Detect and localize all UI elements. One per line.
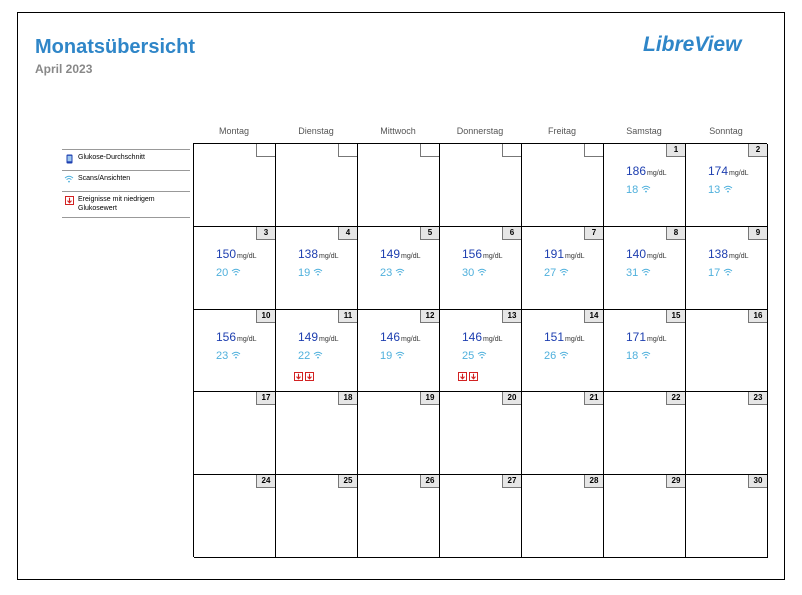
glucose-average: [380, 247, 421, 261]
scan-value: 20: [216, 266, 229, 279]
day-number: 17: [256, 392, 275, 405]
scan-value: 22: [298, 349, 311, 362]
glucose-value: 150: [216, 246, 237, 261]
glucose-average: [216, 330, 257, 344]
wifi-icon: [392, 350, 405, 362]
calendar-day-cell: [440, 144, 522, 227]
scan-count: [462, 350, 487, 362]
legend: [62, 149, 190, 218]
scan-value: 27: [544, 266, 557, 279]
glucose-unit: mg/dL: [401, 335, 421, 343]
calendar-day-cell: [522, 227, 604, 310]
wifi-icon: [228, 350, 241, 362]
day-number: 3: [256, 227, 275, 240]
day-number: [338, 144, 357, 157]
brand-logo: LibreView: [643, 33, 742, 56]
low-glucose-arrow-icon: [458, 368, 469, 386]
glucose-average: [462, 247, 503, 261]
scan-count: [380, 350, 405, 362]
calendar-day-cell: [686, 227, 768, 310]
weekday-header: [193, 126, 767, 136]
calendar-day-cell: [686, 475, 768, 558]
glucose-average: [544, 330, 585, 344]
wifi-icon: [720, 184, 733, 196]
glucose-value: 174: [708, 164, 729, 178]
glucose-average: [216, 247, 257, 261]
day-number: [502, 144, 521, 157]
glucose-unit: mg/dL: [483, 252, 503, 260]
wifi-icon: [228, 267, 241, 279]
glucose-unit: mg/dL: [401, 252, 421, 260]
glucose-value: 146: [380, 329, 401, 344]
glucose-average: [462, 330, 503, 344]
glucose-value: 156: [216, 329, 237, 344]
day-number: 25: [338, 475, 357, 488]
scan-count: [626, 267, 651, 279]
day-number: 15: [666, 310, 685, 323]
day-number: 10: [256, 310, 275, 323]
glucose-average: [298, 247, 339, 261]
calendar-day-cell: [604, 310, 686, 393]
scan-value: 18: [626, 184, 639, 196]
glucose-unit: mg/dL: [647, 252, 667, 260]
calendar-day-cell: [440, 475, 522, 558]
legend-label: Ereignisse mit niedrigem Glukosewert: [78, 196, 155, 212]
day-number: 24: [256, 475, 275, 488]
scan-value: 19: [298, 266, 311, 279]
calendar-day-cell: [276, 310, 358, 393]
calendar-day-cell: [604, 475, 686, 558]
glucose-unit: mg/dL: [729, 170, 749, 177]
glucose-value: 156: [462, 246, 483, 261]
day-number: 30: [748, 475, 767, 488]
scan-count: [298, 350, 323, 362]
low-glucose-arrow-icon: [294, 368, 305, 386]
low-glucose-arrow-icon: [62, 196, 76, 205]
day-number: [256, 144, 275, 157]
low-glucose-arrow-icon: [469, 368, 480, 386]
calendar-day-cell: [686, 144, 768, 227]
glucose-value: 149: [298, 329, 319, 344]
weekday-wednesday: Mittwoch: [380, 126, 416, 136]
wifi-icon: [638, 267, 651, 279]
glucose-value: 146: [462, 329, 483, 344]
glucose-average: [626, 247, 667, 261]
low-events: [294, 368, 316, 386]
glucose-value: 138: [298, 246, 319, 261]
calendar-day-cell: [358, 144, 440, 227]
wifi-icon: [62, 175, 76, 183]
legend-label: Scans/Ansichten: [78, 175, 131, 182]
day-number: 21: [584, 392, 603, 405]
glucose-average: [380, 330, 421, 344]
scan-count: [626, 184, 651, 196]
glucose-value: 140: [626, 246, 647, 261]
calendar-day-cell: [276, 475, 358, 558]
glucose-unit: mg/dL: [647, 170, 667, 177]
day-number: 20: [502, 392, 521, 405]
weekday-monday: Montag: [218, 126, 250, 136]
scan-count: [462, 267, 487, 279]
scan-value: 13: [708, 184, 721, 196]
glucose-unit: mg/dL: [565, 335, 585, 343]
day-number: 18: [338, 392, 357, 405]
wifi-icon: [310, 350, 323, 362]
calendar-day-cell: [358, 310, 440, 393]
wifi-icon: [474, 350, 487, 362]
calendar-day-cell: [194, 144, 276, 227]
calendar-day-cell: [686, 392, 768, 475]
calendar-day-cell: [604, 392, 686, 475]
wifi-icon: [556, 350, 569, 362]
wifi-icon: [474, 267, 487, 279]
scan-count: [216, 267, 241, 279]
calendar-day-cell: [194, 310, 276, 393]
calendar-day-cell: [604, 144, 686, 227]
glucose-unit: mg/dL: [565, 252, 585, 260]
calendar-day-cell: [522, 310, 604, 393]
weekday-sunday: Sonntag: [709, 126, 743, 136]
weekday-saturday: Samstag: [626, 126, 662, 136]
legend-item-glucose: [62, 149, 190, 170]
glucose-unit: mg/dL: [319, 252, 339, 260]
day-number: 6: [502, 227, 521, 240]
glucose-value: 151: [544, 329, 565, 344]
day-number: [584, 144, 603, 157]
legend-item-low-events: [62, 191, 190, 218]
day-number: 13: [502, 310, 521, 323]
calendar-day-cell: [522, 144, 604, 227]
scan-value: 30: [462, 266, 475, 279]
calendar-day-cell: [194, 227, 276, 310]
day-number: 19: [420, 392, 439, 405]
wifi-icon: [638, 184, 651, 196]
low-events: [458, 368, 480, 386]
day-number: 1: [666, 144, 685, 157]
glucose-average: [298, 330, 339, 344]
glucose-average: [708, 164, 749, 178]
scan-count: [626, 350, 651, 362]
day-number: 29: [666, 475, 685, 488]
calendar-day-cell: [604, 227, 686, 310]
calendar-day-cell: [358, 227, 440, 310]
glucose-value: 191: [544, 246, 565, 261]
legend-label: Glukose-Durchschnitt: [78, 154, 145, 161]
glucose-value: 138: [708, 246, 729, 261]
glucose-average: [626, 330, 667, 344]
low-glucose-arrow-icon: [305, 368, 316, 386]
glucose-unit: mg/dL: [237, 335, 257, 343]
day-number: 8: [666, 227, 685, 240]
scan-count: [708, 184, 733, 196]
glucose-average: [626, 164, 667, 178]
calendar-day-cell: [276, 144, 358, 227]
wifi-icon: [392, 267, 405, 279]
day-number: 7: [584, 227, 603, 240]
scan-value: 31: [626, 266, 639, 279]
calendar-day-cell: [194, 392, 276, 475]
glucose-unit: mg/dL: [237, 252, 257, 260]
scan-count: [380, 267, 405, 279]
calendar-day-cell: [358, 392, 440, 475]
calendar-day-cell: [276, 392, 358, 475]
scan-value: 18: [626, 349, 639, 362]
day-number: 27: [502, 475, 521, 488]
phone-icon: [62, 154, 76, 164]
day-number: 2: [748, 144, 767, 157]
legend-item-scans: [62, 170, 190, 191]
scan-value: 26: [544, 349, 557, 362]
day-number: 11: [338, 310, 357, 323]
glucose-unit: mg/dL: [483, 335, 503, 343]
wifi-icon: [720, 267, 733, 279]
page-title: Monatsübersicht: [35, 36, 196, 58]
scan-value: 23: [216, 349, 229, 362]
glucose-average: [544, 247, 585, 261]
calendar-day-cell: [440, 227, 522, 310]
scan-value: 17: [708, 266, 721, 279]
calendar-day-cell: [686, 310, 768, 393]
weekday-tuesday: Dienstag: [298, 126, 334, 136]
glucose-value: 149: [380, 246, 401, 261]
wifi-icon: [638, 350, 651, 362]
scan-count: [708, 267, 733, 279]
day-number: 4: [338, 227, 357, 240]
day-number: 14: [584, 310, 603, 323]
calendar-grid: [193, 143, 767, 557]
scan-count: [544, 267, 569, 279]
day-number: 12: [420, 310, 439, 323]
weekday-friday: Freitag: [547, 126, 576, 136]
day-number: 28: [584, 475, 603, 488]
calendar-day-cell: [194, 475, 276, 558]
calendar-day-cell: [440, 310, 522, 393]
calendar-day-cell: [522, 475, 604, 558]
scan-value: 25: [462, 349, 475, 362]
scan-count: [216, 350, 241, 362]
day-number: 9: [748, 227, 767, 240]
scan-value: 23: [380, 266, 393, 279]
calendar-day-cell: [358, 475, 440, 558]
day-number: 22: [666, 392, 685, 405]
glucose-unit: mg/dL: [647, 335, 667, 343]
day-number: 5: [420, 227, 439, 240]
weekday-thursday: Donnerstag: [456, 126, 504, 136]
calendar-day-cell: [440, 392, 522, 475]
scan-count: [544, 350, 569, 362]
glucose-unit: mg/dL: [729, 252, 749, 260]
wifi-icon: [310, 267, 323, 279]
wifi-icon: [556, 267, 569, 279]
calendar-day-cell: [522, 392, 604, 475]
glucose-unit: mg/dL: [319, 335, 339, 343]
scan-value: 19: [380, 349, 393, 362]
day-number: 26: [420, 475, 439, 488]
day-number: 16: [748, 310, 767, 323]
day-number: 23: [748, 392, 767, 405]
page-subtitle: April 2023: [35, 62, 93, 76]
day-number: [420, 144, 439, 157]
glucose-average: [708, 247, 749, 261]
glucose-value: 171: [626, 329, 647, 344]
calendar-day-cell: [276, 227, 358, 310]
scan-count: [298, 267, 323, 279]
glucose-value: 186: [626, 164, 647, 178]
